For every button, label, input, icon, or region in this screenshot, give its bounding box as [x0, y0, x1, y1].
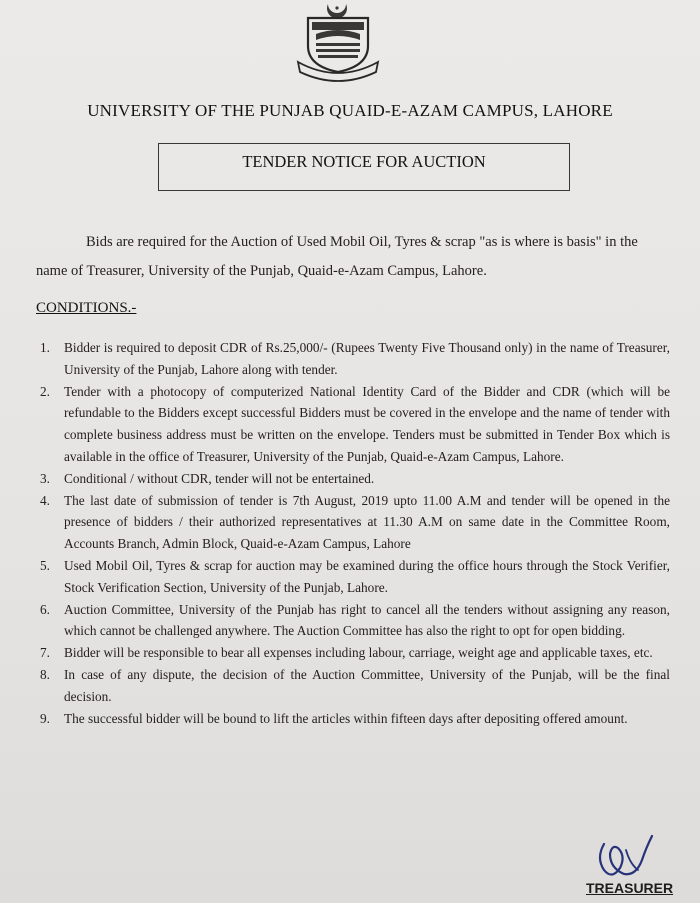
- condition-text: Conditional / without CDR, tender will not be entertained.: [64, 470, 375, 486]
- condition-number: 3.: [40, 470, 50, 486]
- condition-item: [36, 555, 670, 599]
- condition-item: [36, 468, 670, 490]
- condition-item: [36, 708, 670, 730]
- university-crest-logo: [290, 0, 386, 82]
- condition-number: 6.: [40, 601, 50, 617]
- condition-text: Bidder is required to deposit CDR of Rs.25,000/- (Rupees Twenty Five Thousand only) in the name of Treasurer, University of the Punjab, Lahore along with tender.: [64, 340, 670, 377]
- condition-text: The successful bidder will be bound to lift the articles within fifteen days after depositing offered amount.: [64, 710, 628, 726]
- condition-number: 4.: [40, 492, 50, 508]
- condition-item: [36, 337, 670, 381]
- condition-number: 8.: [40, 666, 50, 682]
- condition-text: Bidder will be responsible to bear all expenses including labour, carriage, weight age and applicable taxes, etc.: [64, 645, 653, 661]
- condition-item: [36, 664, 670, 708]
- treasurer-label: TREASURER: [586, 880, 674, 896]
- notice-title: TENDER NOTICE FOR AUCTION: [242, 152, 486, 171]
- condition-text: Auction Committee, University of the Punjab has right to cancel all the tenders without assigning any reason, which cannot be challenged anywhere. The Auction Committee has also the right to opt for open bidding.: [64, 601, 670, 639]
- condition-item: [36, 642, 670, 664]
- university-title: UNIVERSITY OF THE PUNJAB QUAID-E-AZAM CAMPUS, LAHORE: [87, 101, 613, 120]
- conditions-list: [36, 337, 670, 729]
- condition-item: [36, 490, 670, 555]
- condition-item: [36, 381, 670, 468]
- condition-number: 1.: [40, 340, 50, 355]
- condition-number: 5.: [40, 557, 50, 573]
- handwritten-signature: [590, 830, 662, 886]
- condition-number: 2.: [40, 383, 50, 399]
- condition-text: Tender with a photocopy of computerized National Identity Card of the Bidder and CDR (which will be refundable to the Bidders except successful Bidders must be covered in the envelope and the name of tender with complete business address must be written on the envelope. Tenders must be submitted in Tender Box which is available in the office of Treasurer, University of the Punjab, Quaid-e-Azam Campus, Lahore.: [64, 383, 670, 464]
- condition-text: In case of any dispute, the decision of the Auction Committee, University of the Punjab, will be the final decision.: [64, 666, 670, 704]
- condition-number: 9.: [40, 710, 50, 726]
- condition-text: The last date of submission of tender is 7th August, 2019 upto 11.00 A.M and tender will be opened in the presence of bidders / their authorized representatives at 11.30 A.M on same date in the Committee Room, Accounts Branch, Admin Block, Quaid-e-Azam Campus, Lahore: [64, 492, 670, 552]
- intro-paragraph: Bids are required for the Auction of Used Mobil Oil, Tyres & scrap "as is where is basis" in the name of Treasurer, University of the Punjab, Quaid-e-Azam Campus, Lahore.: [36, 234, 638, 279]
- notice-title-box: [158, 143, 570, 191]
- condition-text: Used Mobil Oil, Tyres & scrap for auction may be examined during the office hours through the Stock Verifier, Stock Verification Section, University of the Punjab, Lahore.: [64, 557, 670, 595]
- conditions-heading: CONDITIONS.-: [36, 300, 137, 316]
- condition-number: 7.: [40, 645, 50, 661]
- condition-item: [36, 599, 670, 643]
